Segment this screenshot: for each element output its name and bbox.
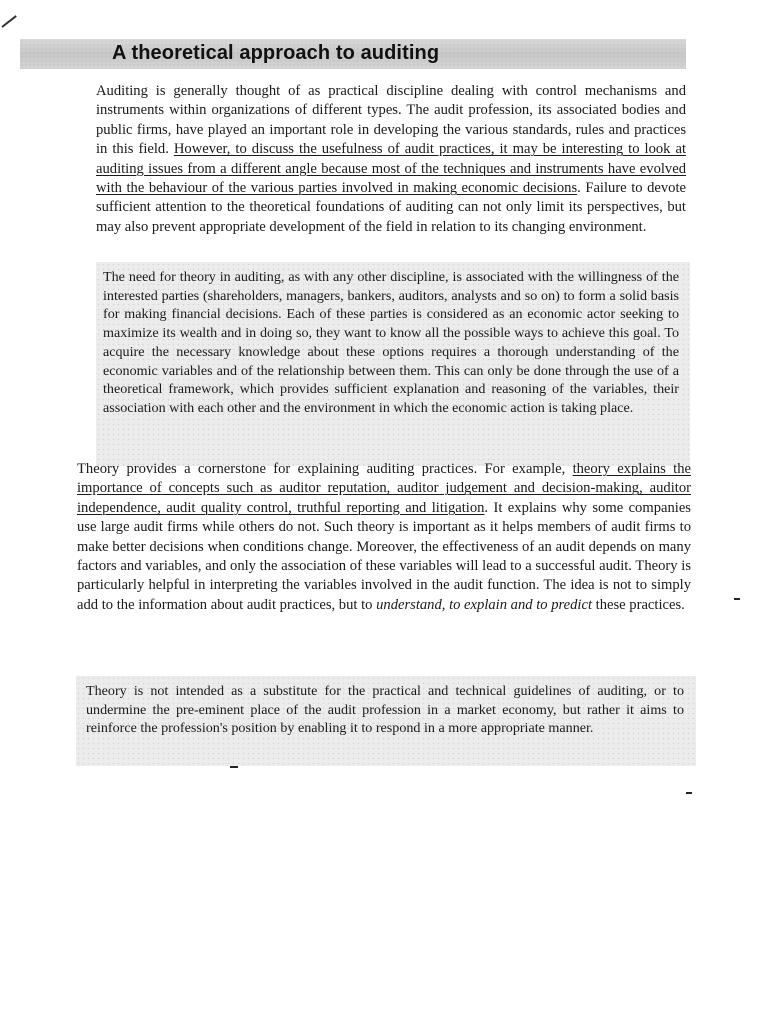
- page-title: A theoretical approach to auditing: [112, 42, 440, 64]
- text-run: Auditing is generally thought of as practical discipline dealing with control mechanisms and instruments within organizations of different types. The audit profession, its associated bodies and public firms, have played an important role in developing the various standards, rules and practices in this field.: [96, 83, 686, 158]
- text-run: Theory provides a cornerstone for explaining auditing practices. For example,: [77, 461, 573, 477]
- underlined-text: However, to discuss the usefulness of audit practices, it may be interesting to look at auditing issues from a different angle because most of the techniques and instruments have evolved with the behaviour of the various parties involved in making economic decisions: [96, 141, 686, 197]
- text-run: these practices.: [592, 596, 685, 613]
- paragraph-intro: [96, 82, 686, 237]
- text-run: The need for theory in auditing, as with any other discipline, is associated with the willingness of the interested parties (shareholders, managers, bankers, auditors, analysts and so on) to form a solid basis for making financial decisions. Each of these parties is considered as an economic actor seeking to maximize its wealth and in doing so, they want to know all the possible ways to achieve this goal. To acquire the necessary knowledge about these options requires a thorough understanding of the economic variables and of the relationship between them. This can only be done through the use of a theoretical framework, which provides sufficient explanation and reasoning of the variables, their association with each other and the environment in which the economic action is taking place.: [103, 269, 679, 416]
- paragraph-theory-cornerstone: [77, 460, 691, 615]
- paragraph-need-for-theory: [103, 268, 679, 418]
- paragraph-not-substitute: [86, 682, 684, 738]
- scan-speck: [734, 598, 740, 600]
- underlined-text: theory explains the importance of concepts such as auditor reputation, auditor judgement and decision-making, auditor independence, audit quality control, truthful reporting and litigation: [77, 461, 691, 516]
- corner-pen-mark: [1, 15, 16, 28]
- text-run: . It explains why some companies use large audit firms while others do not. Such theory is important as it helps members of audit firms to make better decisions when conditions change. Moreover, the effectiveness of an audit depends on many factors and variables, and only the association of these variables will lead to a successful audit. Theory is particularly helpful in interpreting the variables involved in the audit function. The idea is not to simply add to the information about audit practices, but to: [77, 499, 691, 613]
- scan-speck: [230, 766, 238, 768]
- scan-speck: [686, 792, 692, 794]
- italic-text: understand, to explain and to predict: [376, 596, 592, 613]
- text-run: . Failure to devote sufficient attention to the theoretical foundations of auditing can not only limit its perspectives, but may also prevent appropriate development of the field in relation to its changing environment.: [96, 180, 686, 235]
- text-run: Theory is not intended as a substitute for the practical and technical guidelines of auditing, or to undermine the pre-eminent place of the audit profession in a market economy, but rather it aims to reinforce the profession's position by enabling it to respond in a more appropriate manner.: [86, 683, 684, 737]
